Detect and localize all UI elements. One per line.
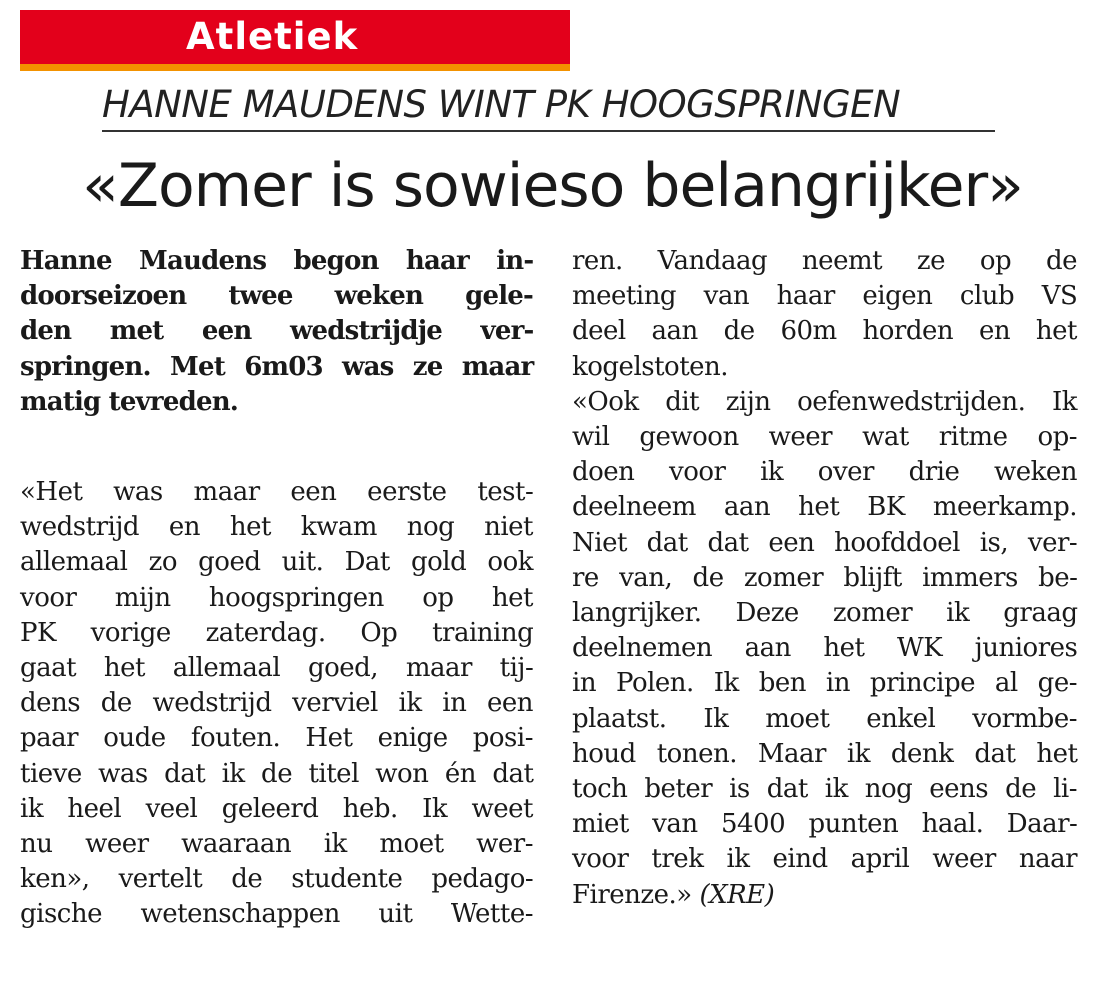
body-line: deel aan de 60m horden en het bbox=[572, 316, 1077, 347]
body-line: re van, de zomer blijft immers be- bbox=[572, 562, 1078, 593]
kicker: HANNE MAUDENS WINT PK HOOGSPRINGEN bbox=[102, 80, 995, 132]
body-line: tieve was dat ik de titel won én dat bbox=[20, 758, 534, 789]
lead-line: matig tevreden. bbox=[20, 386, 239, 417]
body-line: plaatst. Ik moet enkel vormbe- bbox=[572, 703, 1077, 734]
body-line: ren. Vandaag neemt ze op de bbox=[572, 246, 1077, 276]
body-line: langrijker. Deze zomer ik graag bbox=[572, 598, 1078, 629]
body-line: wedstrijd en het kwam nog niet bbox=[20, 512, 533, 543]
section-label: Atletiek bbox=[186, 15, 359, 58]
body-line: toch beter is dat ik nog eens de li- bbox=[572, 774, 1077, 805]
body-line: «Ook dit zijn oefenwedstrijden. Ik bbox=[572, 386, 1077, 417]
lead-line: doorseizoen twee weken gele- bbox=[20, 281, 533, 312]
body-line: wil gewoon weer wat ritme op- bbox=[572, 422, 1078, 453]
body-line: allemaal zo goed uit. Dat gold ook bbox=[20, 547, 533, 578]
closing-line bbox=[572, 878, 1077, 913]
body-column-right bbox=[572, 244, 1077, 913]
body-line: dens de wedstrijd verviel ik in een bbox=[20, 688, 533, 719]
body-line: houd tonen. Maar ik denk dat het bbox=[572, 738, 1078, 769]
column-gutter bbox=[552, 244, 553, 974]
body-line: ken», vertelt de studente pedago- bbox=[20, 864, 534, 895]
body-line: Niet dat dat een hoofddoel is, ver- bbox=[572, 527, 1078, 558]
lead-line: Hanne Maudens begon haar in- bbox=[20, 246, 534, 276]
body-line: gaat het allemaal goed, maar tij- bbox=[20, 653, 534, 684]
body-line: deelnemen aan het WK juniores bbox=[572, 633, 1078, 664]
body-line: paar oude fouten. Het enige posi- bbox=[20, 723, 533, 754]
body-line: in Polen. Ik ben in principe al ge- bbox=[572, 668, 1077, 699]
body-column-left bbox=[20, 475, 533, 933]
headline: «Zomer is sowieso belangrijker» bbox=[82, 151, 1023, 221]
closing-quote: Firenze.» bbox=[572, 879, 692, 910]
body-line: kogelstoten. bbox=[572, 351, 729, 382]
body-line: nu weer waaraan ik moet wer- bbox=[20, 829, 533, 860]
body-line: gische wetenschappen uit Wette- bbox=[20, 899, 533, 930]
body-line: deelneem aan het BK meerkamp. bbox=[572, 492, 1077, 523]
body-line: voor trek ik eind april weer naar bbox=[572, 844, 1077, 875]
body-line: PK vorige zaterdag. Op training bbox=[20, 617, 534, 648]
lead-paragraph bbox=[20, 244, 533, 420]
body-line: «Het was maar een eerste test- bbox=[20, 477, 534, 507]
body-line: ik heel veel geleerd heb. Ik weet bbox=[20, 793, 533, 824]
body-line: voor mijn hoogspringen op het bbox=[20, 582, 533, 613]
body-line: doen voor ik over drie weken bbox=[572, 457, 1077, 488]
byline: (XRE) bbox=[699, 879, 775, 910]
lead-line: den met een wedstrijdje ver- bbox=[20, 316, 534, 347]
lead-line: springen. Met 6m03 was ze maar bbox=[20, 351, 534, 382]
body-line: miet van 5400 punten haal. Daar- bbox=[572, 809, 1078, 840]
body-line: meeting van haar eigen club VS bbox=[572, 281, 1078, 312]
